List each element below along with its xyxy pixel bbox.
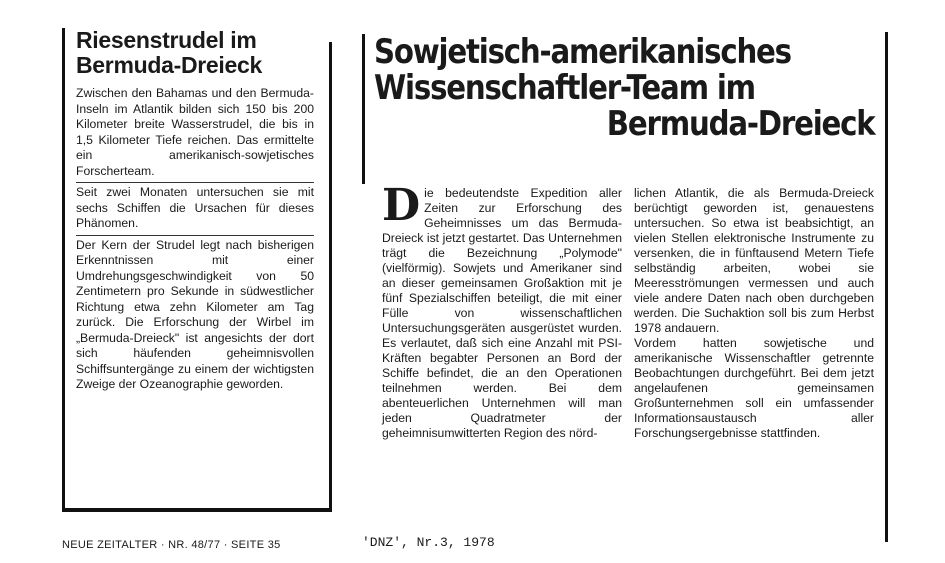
left-title-line2: Bermuda-Dreieck [76, 52, 262, 78]
article-column-1 [382, 180, 622, 441]
right-clipping-rule-right [885, 32, 888, 542]
left-clipping-border-bottom [62, 508, 332, 512]
left-clipping [62, 28, 332, 512]
left-source-footer: NEUE ZEITALTER · NR. 48/77 · SEITE 35 [62, 539, 281, 551]
headline-line1: Sowjetisch-amerikanisches [374, 32, 791, 72]
left-clipping-border-left [62, 28, 65, 508]
right-clipping [362, 26, 892, 546]
column2-paragraph-2: Vordem hatten sowjetische und amerikanische Wissenschaftler getrennte Beobachtungen durchgeführt. Bei dem jetzt angelaufenen gemeinsamen Großunternehmen soll ein umfassender Informationsaustausch aller Forschungsergebnisse stattfinden. [634, 336, 874, 440]
column2-paragraph-1: lichen Atlantik, die als Bermuda-Dreieck berüchtigt geworden ist, genauestens untersuchen. So etwa ist beabsichtigt, an vielen Stellen elektronische Instrumente zu versenken, die in fünftausend Metern Tiefe selbständig arbeiten, wobei sie Meeresströmungen vermessen und auch viele andere Daten nach oben durchgeben werden. Die Suchaktion soll bis zum Herbst 1978 andauern. [634, 186, 874, 335]
left-paragraph-1: Zwischen den Bahamas und den Bermuda-Inseln im Atlantik bilden sich 150 bis 200 Kilometer breite Wasserstrudel, die bis in 1,5 Kilometer Tiefe reichen. Das ermittelte ein amerikanisch-sowjetisches Forscherteam. [76, 86, 314, 178]
drop-cap: D [382, 180, 421, 231]
right-clipping-rule-left [362, 34, 365, 184]
left-article-title [76, 28, 314, 78]
left-paragraph-3: Der Kern der Strudel legt nach bisherigen Erkenntnissen mit einer Umdrehungsgeschwindigkeit von 50 Zentimetern pro Sekunde in südwestlicher Richtung etwa zehn Kilometer am Tag zurück. Die Erforschung der Wirbel im „Bermuda-Dreieck" ist angesichts der dort sich häufenden geheimnisvollen Schiffsuntergänge zu einem der wichtigsten Zweige der Ozeanographie geworden. [76, 235, 314, 393]
left-clipping-content [76, 28, 314, 393]
headline-line2: Wissenschaftler-Team im [374, 68, 755, 108]
article-columns [382, 180, 874, 441]
headline-line3: Bermuda-Dreieck [606, 104, 875, 144]
left-title-line1: Riesenstrudel im [76, 27, 257, 53]
left-paragraph-2: Seit zwei Monaten untersuchen sie mit sechs Schiffen die Ursachen für dieses Phänomen. [76, 182, 314, 232]
column1-text: ie bedeutendste Expedition aller Zeiten zur Erforschung des Geheimnisses um das Bermuda-Dreieck ist jetzt gestartet. Das Unternehmen trägt die Bezeichnung „Polymode" (vielförmig). Sowjets und Amerikaner sind an dieser gemeinsamen Großaktion mit je fünf Spezialschiffen beteiligt, die mit einer Fülle von wissenschaftlichen Untersuchungsgeräten ausgerüstet wurden. Es verlautet, daß sich eine Anzahl mit PSI-Kräften begabter Personen an Bord der Schiffe befindet, die an den Operationen teilnehmen werden. Bei dem abenteuerlichen Unternehmen will man jeden Quadratmeter der geheimnisumwitterten Region des nörd- [382, 186, 622, 440]
right-article-headline [374, 32, 875, 144]
article-column-2 [634, 186, 874, 441]
right-source-citation: 'DNZ', Nr.3, 1978 [362, 535, 495, 550]
left-clipping-border-right [329, 42, 332, 512]
